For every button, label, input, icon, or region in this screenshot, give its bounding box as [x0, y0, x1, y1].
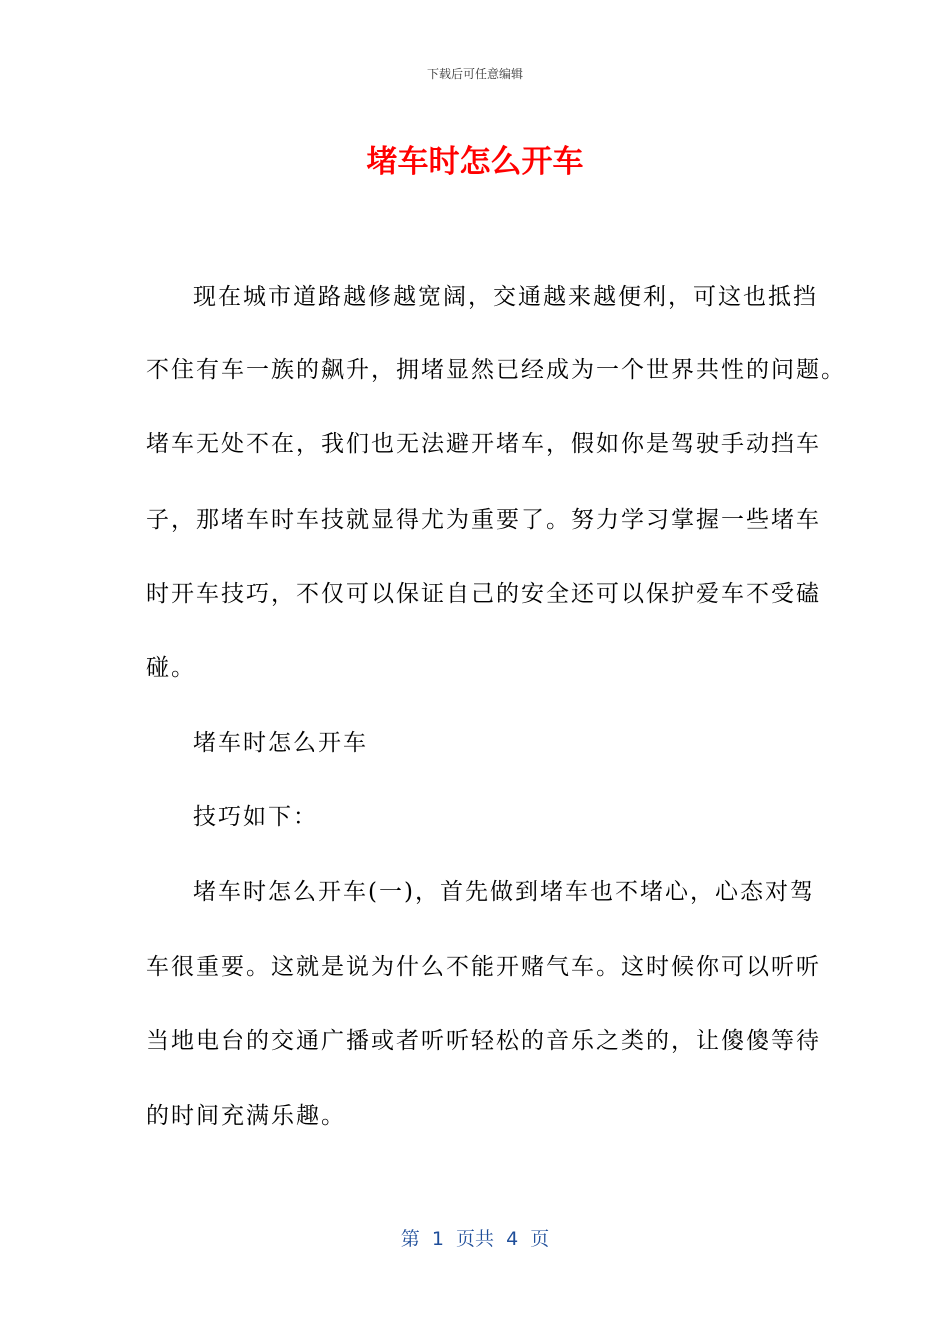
paragraph-1-line-1: 现在城市道路越修越宽阔，交通越来越便利，可这也抵挡	[193, 284, 818, 310]
tips-intro-line: 技巧如下：	[193, 804, 318, 830]
paragraph-4-line-1: 堵车时怎么开车(一)，首先做到堵车也不堵心，心态对驾	[193, 879, 815, 905]
paragraph-1-line-4: 子，那堵车时车技就显得尤为重要了。努力学习掌握一些堵车	[146, 507, 821, 533]
document-title: 堵车时怎么开车	[366, 144, 584, 180]
subheading-line: 堵车时怎么开车	[193, 730, 368, 756]
paragraph-1-line-3: 堵车无处不在，我们也无法避开堵车，假如你是驾驶手动挡车	[146, 431, 821, 457]
header-note: 下载后可任意编辑	[426, 67, 523, 81]
paragraph-1-line-2: 不住有车一族的飙升，拥堵显然已经成为一个世界共性的问题。	[146, 357, 846, 383]
paragraph-1-line-6: 碰。	[146, 655, 196, 681]
paragraph-4-line-3: 当地电台的交通广播或者听听轻松的音乐之类的，让傻傻等待	[146, 1028, 821, 1054]
page-number-footer: 第 1 页共 4 页	[400, 1228, 550, 1250]
paragraph-4-line-4: 的时间充满乐趣。	[146, 1103, 346, 1129]
paragraph-4-line-2: 车很重要。这就是说为什么不能开赌气车。这时候你可以听听	[146, 954, 821, 980]
paragraph-1-line-5: 时开车技巧，不仅可以保证自己的安全还可以保护爱车不受磕	[146, 581, 821, 607]
